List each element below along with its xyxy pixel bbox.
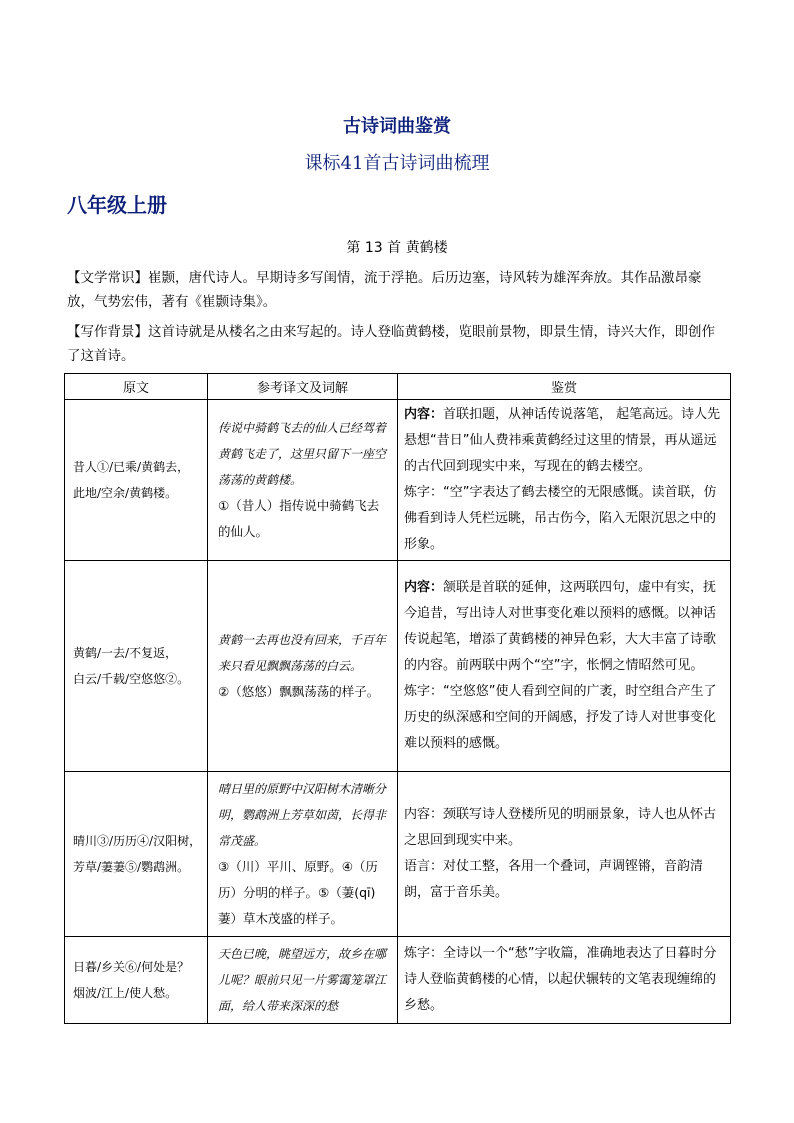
writing-background-text: 这首诗就是从楼名之由来写起的。诗人登临黄鹤楼，览眼前景物，即景生情，诗兴大作，即创作了这首诗。 — [67, 324, 715, 364]
translation-text: 传说中骑鹤飞去的仙人已经驾着黄鹤飞走了，这里只留下一座空荡荡的黄鹤楼。 — [218, 421, 387, 487]
appreciation-paragraph — [404, 402, 724, 480]
header-appreciation: 鉴赏 — [398, 374, 731, 400]
translation-text: 晴日里的原野中汉阳树木清晰分明，鹦鹉洲上芳草如茵，长得非常茂盛。 — [218, 782, 387, 848]
poem-heading: 第 13 首 黄鹤楼 — [346, 240, 448, 256]
appreciation-paragraph — [404, 854, 724, 906]
appreciation-label: 炼字： — [404, 684, 444, 699]
writing-background-paragraph — [67, 320, 727, 368]
original-line: 白云/千载/空悠悠②。 — [73, 672, 190, 686]
original-cell — [65, 400, 208, 561]
original-line: 晴川③/历历④/汉阳树， — [73, 834, 202, 848]
word-note: ③（川）平川、原野。④（历历）分明的样子。⑤（萋(qī)萋）草木茂盛的样子。 — [218, 859, 378, 926]
grade-heading: 八年级上册 — [67, 193, 167, 217]
appreciation-text: 全诗以一个“愁”字收篇，准确地表达了日暮时分诗人登临黄鹤楼的心情，以起伏辗转的文笔表现缠绵的乡愁。 — [404, 946, 717, 1013]
original-cell — [65, 937, 208, 1024]
original-line: 日暮/乡关⑥/何处是？ — [73, 960, 190, 974]
appreciation-label: 炼字： — [404, 946, 444, 961]
original-line: 芳草/萋萋⑤/鹦鹉洲。 — [73, 860, 190, 874]
appreciation-text: 首联扣题，从神话传说落笔， 起笔高远。诗人先悬想“昔日”仙人费祎乘黄鹤经过这里的情景，再从遥远的古代回到现实中来，写现在的鹤去楼空。 — [404, 407, 721, 474]
appreciation-label: 内容： — [404, 580, 444, 595]
writing-background-label: 【写作背景】 — [67, 324, 148, 340]
appreciation-cell — [398, 400, 731, 561]
literary-knowledge-label: 【文学常识】 — [67, 270, 148, 286]
appreciation-text: 颔联是首联的延伸，这两联四句，虚中有实，抚今追昔，写出诗人对世事变化难以预料的感慨。以神话传说起笔，增添了黄鹤楼的神异色彩，大大丰富了诗歌的内容。前两联中两个“空”字，怅惘之情昭然可见。 — [404, 580, 717, 673]
appreciation-text: 颈联写诗人登楼所见的明丽景象，诗人也从怀古之思回到现实中来。 — [404, 807, 717, 848]
document-title: 古诗词曲鉴赏 — [343, 116, 451, 137]
original-line: 黄鹤/一去/不复返， — [73, 646, 178, 660]
appreciation-paragraph — [404, 575, 724, 679]
translation-cell — [208, 772, 398, 937]
translation-cell — [208, 561, 398, 772]
literary-knowledge-paragraph — [67, 266, 727, 314]
header-translation: 参考译文及词解 — [208, 374, 398, 400]
appreciation-label: 炼字： — [404, 485, 444, 500]
translation-text: 黄鹤一去再也没有回来，千百年来只看见飘飘荡荡的白云。 — [218, 633, 387, 673]
word-note: ①（昔人）指传说中骑鹤飞去的仙人。 — [218, 498, 380, 539]
table-header-row — [65, 374, 731, 400]
appreciation-cell — [398, 937, 731, 1024]
translation-cell — [208, 400, 398, 561]
original-line: 烟波/江上/使人愁。 — [73, 986, 178, 1000]
poem-analysis-table — [64, 373, 731, 1024]
appreciation-cell — [398, 561, 731, 772]
translation-cell — [208, 937, 398, 1024]
table-row — [65, 937, 731, 1024]
table-row — [65, 772, 731, 937]
original-line: 此地/空余/黄鹤楼。 — [73, 486, 178, 500]
appreciation-cell — [398, 772, 731, 937]
appreciation-paragraph — [404, 480, 724, 558]
appreciation-text: 对仗工整，各用一个叠词，声调铿锵，音韵清朗，富于音乐美。 — [404, 859, 704, 900]
document-subtitle: 课标41首古诗词曲梳理 — [304, 153, 490, 174]
appreciation-label: 内容： — [404, 807, 444, 822]
appreciation-paragraph — [404, 941, 724, 1019]
appreciation-text: “空悠悠”使人看到空间的广袤，时空组合产生了历史的纵深感和空间的开阔感，抒发了诗人对世事变化难以预料的感慨。 — [404, 684, 717, 751]
original-cell — [65, 772, 208, 937]
literary-knowledge-text: 崔颢，唐代诗人。早期诗多写闺情，流于浮艳。后历边塞，诗风转为雄浑奔放。其作品激昂豪放，气势宏伟，著有《崔颢诗集》。 — [67, 270, 702, 310]
appreciation-paragraph — [404, 802, 724, 854]
original-line: 昔人①/已乘/黄鹤去， — [73, 460, 190, 474]
header-original: 原文 — [65, 374, 208, 400]
original-cell — [65, 561, 208, 772]
word-note: ②（悠悠）飘飘荡荡的样子。 — [218, 684, 380, 699]
appreciation-label: 语言： — [404, 859, 444, 874]
table-row — [65, 400, 731, 561]
appreciation-label: 内容： — [404, 407, 444, 422]
table-row — [65, 561, 731, 772]
appreciation-paragraph — [404, 679, 724, 757]
appreciation-text: “空”字表达了鹤去楼空的无限感慨。读首联，仿佛看到诗人凭栏远眺，吊古伤今，陷入无限沉思之中的形象。 — [404, 485, 717, 552]
translation-text: 天色已晚，眺望远方，故乡在哪儿呢？眼前只见一片雾霭笼罩江面，给人带来深深的愁 — [218, 947, 387, 1013]
